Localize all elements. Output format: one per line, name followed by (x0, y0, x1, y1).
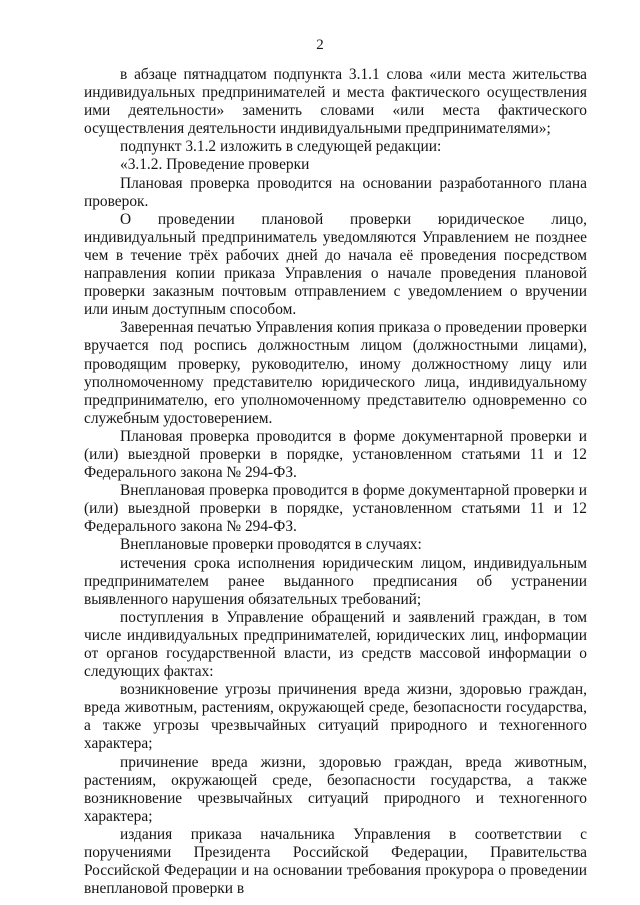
paragraph-unplanned-cases-intro: Внеплановые проверки проводятся в случаях: (120, 536, 422, 554)
page-number: 2 (316, 37, 324, 53)
paragraph-amendment-clause-3-1-1: в абзаце пятнадцатом подпункта 3.1.1 слова «или места жительства индивидуальных предпринимателей и места фактического осуществления ими деятельности» заменить словами «или места фактического осуществления деятельности индивидуальными предпринимателями»; (84, 66, 587, 138)
paragraph-fact-harm-caused: причинение вреда жизни, здоровью граждан, вреда животным, растениям, окружающей среде, безопасности государства, а также возникновение чрезвычайных ситуаций природного и техногенного характера; (84, 753, 587, 825)
paragraph-planned-inspection-notice: О проведении плановой проверки юридическое лицо, индивидуальный предприниматель уведомляются Управлением не позднее чем в течение трёх рабочих дней до начала её проведения посредством направления копии приказа Управления о начале проведения плановой проверки заказным почтовым отправлением с уведомлением о вручении или иным доступным способом. (84, 210, 587, 319)
paragraph-planned-inspection-basis: Плановая проверка проводится на основании разработанного плана проверок. (84, 174, 587, 210)
paragraph-fact-threat-of-harm: возникновение угрозы причинения вреда жизни, здоровью граждан, вреда животным, растениям, окружающей среде, безопасности государства, а также угрозы чрезвычайных ситуаций природного и техногенного характера; (84, 681, 587, 753)
paragraph-case-order-issued: издания приказа начальника Управления в соответствии с поручениями Президента Российской Федерации, Правительства Российской Федерации и на основании требования прокурора о проведении внеплановой проверки в (84, 825, 587, 898)
paragraph-order-copy-delivery: Заверенная печатью Управления копия приказа о проведении проверки вручается под роспись должностным лицом (должностными лицами), проводящим проверку, руководителю, иному должностному лицу или уполномоченному представителю юридического лица, индивидуальному предпринимателю, его уполномоченному представителю одновременно со служебным удостоверением. (84, 319, 587, 427)
paragraph-amendment-clause-3-1-2: подпункт 3.1.2 изложить в следующей редакции: (120, 138, 442, 156)
paragraph-unplanned-inspection-form: Внеплановая проверка проводится в форме документарной проверки и (или) выездной проверки в порядке, установленном статьями 11 и 12 Федерального закона № 294-ФЗ. (84, 482, 587, 536)
paragraph-planned-inspection-form: Плановая проверка проводится в форме документарной проверки и (или) выездной проверки в порядке, установленном статьями 11 и 12 Федерального закона № 294-ФЗ. (84, 427, 587, 482)
paragraph-case-deadline-expiry: истечения срока исполнения юридическим лицом, индивидуальным предпринимателем ранее выданного предписания об устранении выявленного нарушения обязательных требований; (84, 554, 587, 608)
section-heading-3-1-2: «3.1.2. Проведение проверки (120, 156, 310, 174)
document-body (84, 66, 587, 898)
paragraph-case-citizen-appeals: поступления в Управление обращений и заявлений граждан, в том числе индивидуальных предпринимателей, юридических лиц, информации от органов государственной власти, из средств массовой информации о следующих фактах: (84, 608, 587, 681)
